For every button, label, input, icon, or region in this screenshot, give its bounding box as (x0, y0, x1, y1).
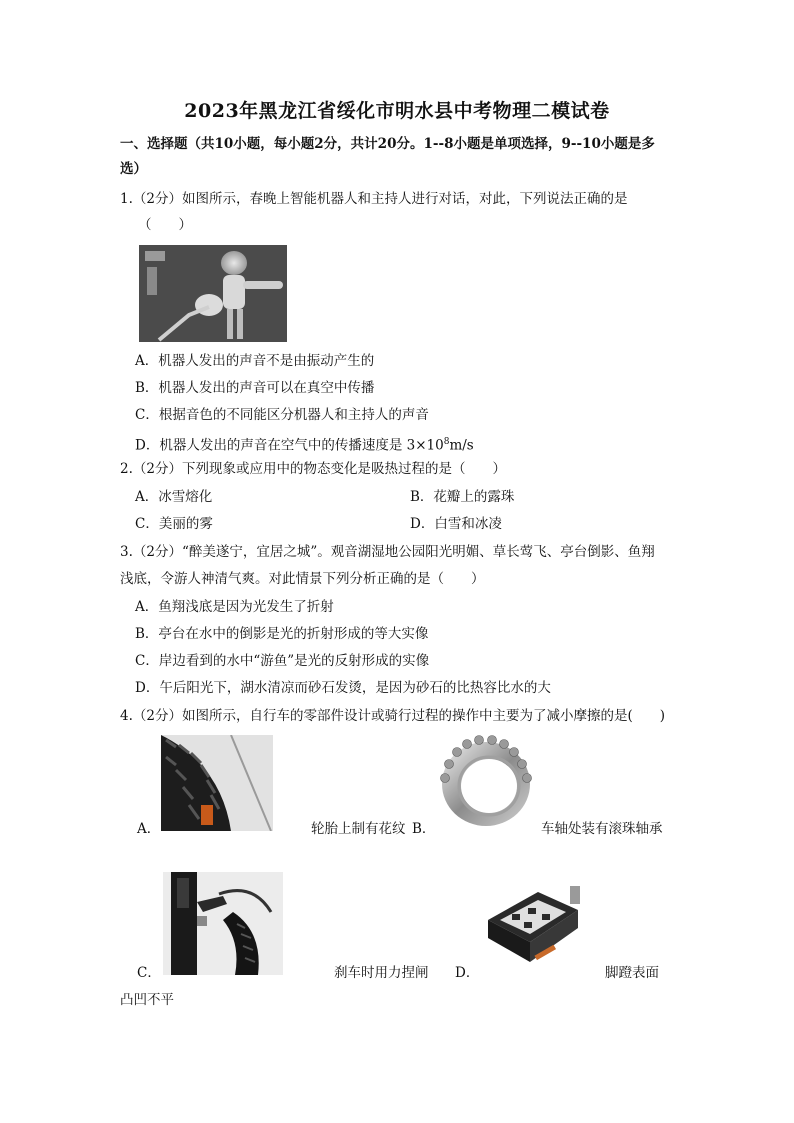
question-1-option-a: A．机器人发出的声音不是由振动产生的 (135, 353, 375, 369)
ball-bearing-photo (437, 732, 535, 830)
question-3-option-b: B．亭台在水中的倒影是光的折射形成的等大实像 (135, 626, 429, 642)
tire-image (161, 735, 273, 831)
question-2-stem: 2.（2分）下列现象或应用中的物态变化是吸热过程的是（ ） (120, 461, 506, 477)
question-1-paren: （ ） (138, 217, 192, 233)
tire-tread-photo (161, 735, 273, 831)
section-heading-line1: 一、选择题（共10小题，每小题2分，共计20分。1--8小题是单项选择，9--10小题是多 (120, 136, 655, 152)
question-2-option-d: D．白雪和冰凌 (410, 516, 502, 532)
question-3-option-d: D．午后阳光下，湖水清凉而砂石发烫，是因为砂石的比热容比水的大 (135, 680, 551, 696)
question-4-option-a-letter: A． (137, 821, 161, 837)
exam-title: 2023年黑龙江省绥化市明水县中考物理二模试卷 (184, 100, 610, 122)
brake-image (163, 872, 283, 975)
question-4-option-b-letter: B． (412, 821, 436, 837)
robot-image (139, 245, 287, 342)
bike-brake-photo (163, 872, 283, 975)
question-1-option-d-exponent: 8 (443, 437, 450, 447)
question-2-option-b: B．花瓣上的露珠 (410, 489, 515, 505)
section-heading (120, 132, 680, 182)
bearing-image (437, 732, 535, 830)
question-2-option-a: A．冰雪熔化 (135, 489, 213, 505)
question-4-option-b-text: 车轴处装有滚珠轴承 (541, 821, 663, 837)
question-3-stem-line1: 3.（2分）“醉美遂宁，宜居之城”。观音湖湿地公园阳光明媚、草长莺飞、亭台倒影、鱼翔 (120, 544, 655, 560)
question-3-stem-line2: 浅底，令游人神清气爽。对此情景下列分析正确的是（ ） (120, 571, 485, 587)
pedal-image (478, 880, 585, 972)
question-1-stem: 1.（2分）如图所示，春晚上智能机器人和主持人进行对话，对此，下列说法正确的是 (120, 191, 628, 207)
question-3-option-c: C．岸边看到的水中“游鱼”是光的反射形成的实像 (135, 653, 430, 669)
question-1-option-d-text: D．机器人发出的声音在空气中的传播速度是 3×10 (135, 437, 444, 454)
question-1-option-d (135, 429, 474, 459)
question-4-option-c-text: 刹车时用力捏闸 (334, 965, 429, 981)
question-2-option-c: C．美丽的雾 (135, 516, 213, 532)
question-1-option-d-unit: m/s (449, 437, 474, 454)
question-1-option-c: C．根据音色的不同能区分机器人和主持人的声音 (135, 407, 429, 423)
question-4-option-c-letter: C． (137, 965, 161, 981)
question-4-stem: 4.（2分）如图所示，自行车的零部件设计或骑行过程的操作中主要为了减小摩擦的是( ) (120, 708, 666, 724)
section-heading-line2: 选） (120, 161, 147, 177)
question-4-option-d-letter: D． (455, 965, 480, 981)
question-4-option-d-text-continued: 凸凹不平 (120, 992, 174, 1008)
question-3-option-a: A．鱼翔浅底是因为光发生了折射 (135, 599, 334, 615)
question-4-option-d-text: 脚蹬表面 (605, 965, 659, 981)
question-1-option-b: B．机器人发出的声音可以在真空中传播 (135, 380, 375, 396)
robot-host-photo (139, 245, 287, 342)
question-4-option-a-text: 轮胎上制有花纹 (311, 821, 406, 837)
bike-pedal-photo (478, 880, 585, 972)
